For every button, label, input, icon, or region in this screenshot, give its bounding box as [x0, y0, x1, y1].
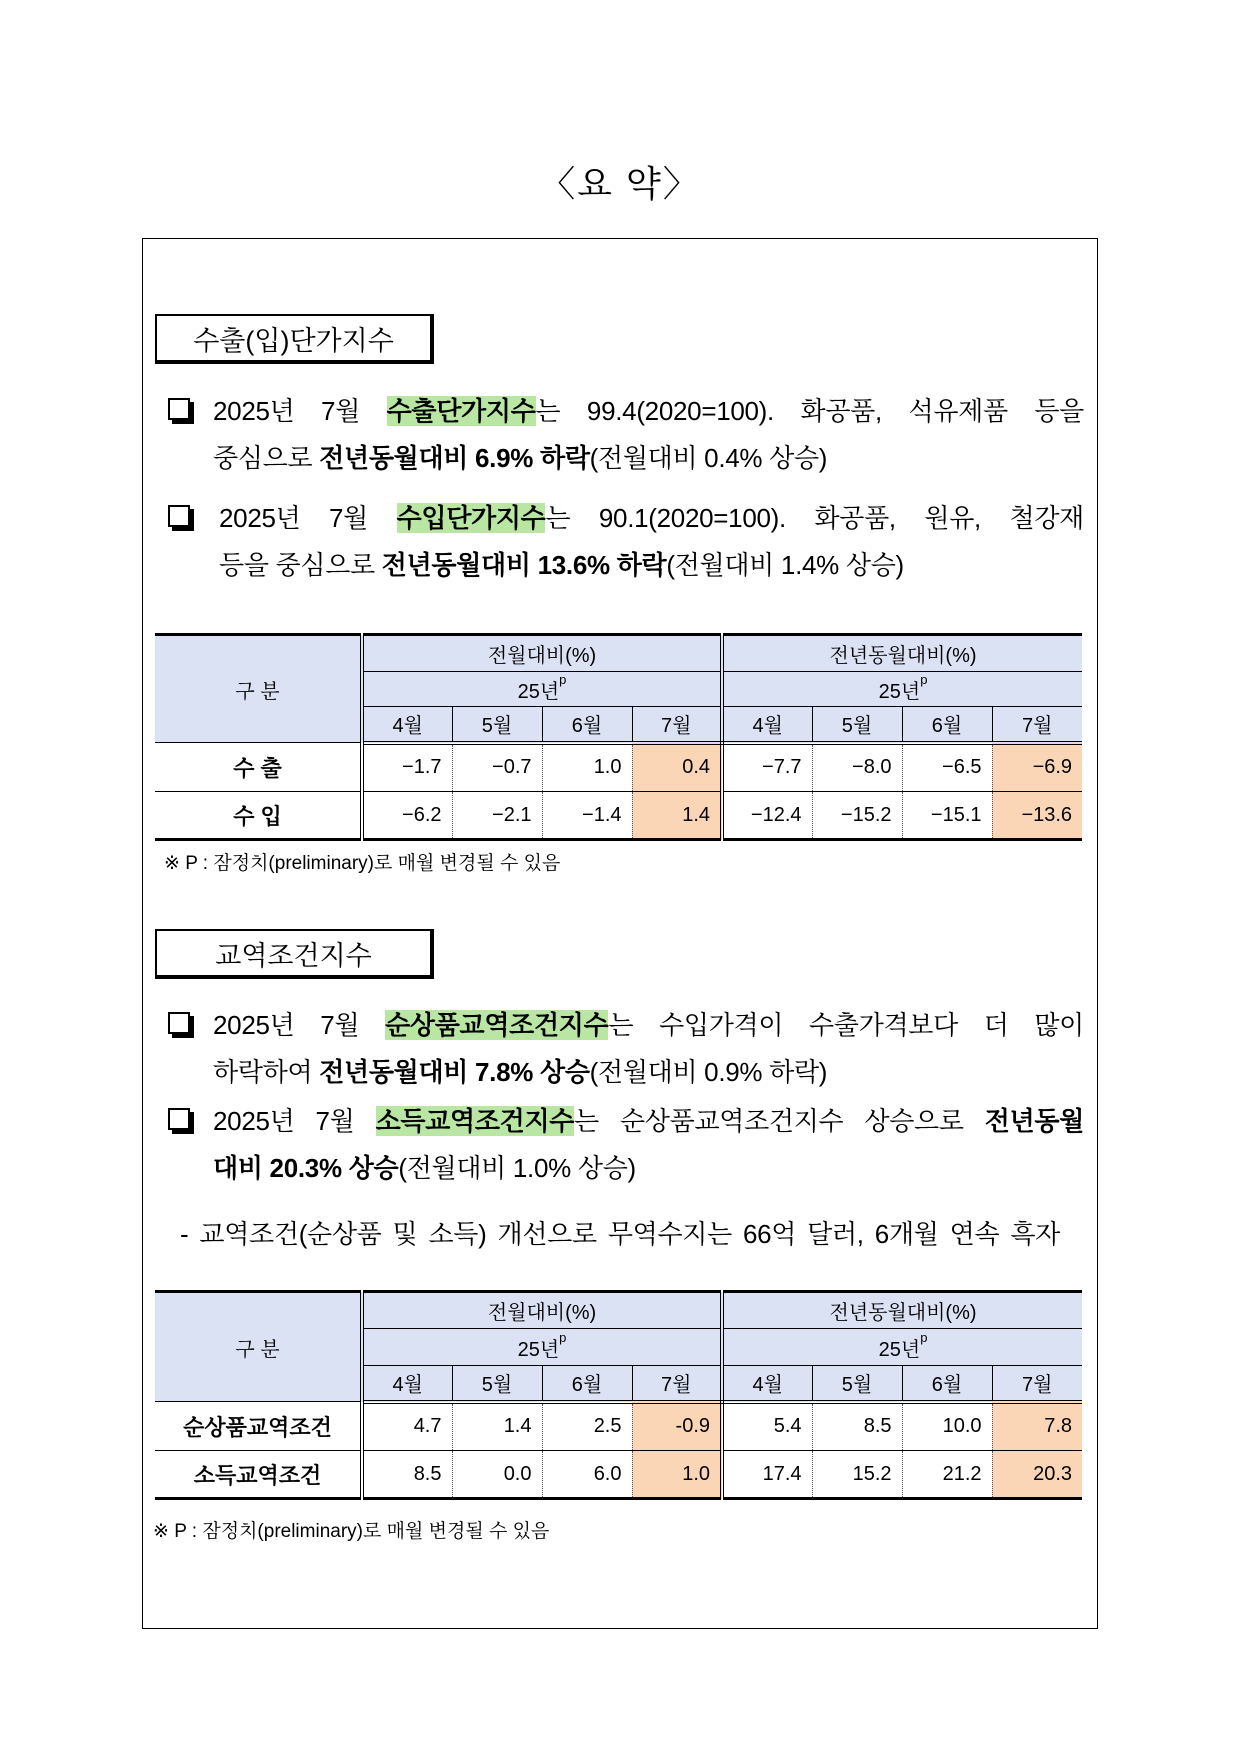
table-cell: −6.9: [992, 743, 1082, 792]
table-cell: 0.4: [632, 743, 722, 792]
month-header: 5월: [812, 707, 902, 743]
period-header: [362, 672, 722, 707]
table-cell: 1.0: [542, 743, 632, 792]
month-header: 4월: [362, 1366, 452, 1402]
month-header: 6월: [902, 1366, 992, 1402]
table-cell: 5.4: [722, 1402, 812, 1451]
section-heading-label: 교역조건지수: [215, 940, 372, 971]
price-index-table: [155, 633, 1082, 841]
bullet-text: 2025년 7월: [213, 1106, 376, 1136]
table-cell: 1.4: [632, 792, 722, 840]
table-cell: −12.4: [722, 792, 812, 840]
detail-note: [180, 1211, 1060, 1258]
bullet-line: [219, 495, 1084, 542]
table-cell: 21.2: [902, 1451, 992, 1499]
month-header: 5월: [812, 1366, 902, 1402]
month-header: 7월: [992, 1366, 1082, 1402]
bullet-bold-text: 전년동월대비 6.9% 하락: [319, 443, 590, 473]
table-cell: 17.4: [722, 1451, 812, 1499]
bullet-text: 는 순상품교역조건지수 상승으로: [574, 1106, 985, 1136]
bullet-line: [219, 542, 1084, 589]
table-cell: −1.7: [362, 743, 452, 792]
period-header: [722, 672, 1082, 707]
table-cell: −15.2: [812, 792, 902, 840]
bullet-text: 2025년 7월: [213, 1010, 386, 1040]
period-superscript: p: [559, 671, 567, 687]
row-label: 수 입: [155, 792, 362, 840]
table-cell: 8.5: [362, 1451, 452, 1499]
page-title: 〈요 약〉: [539, 163, 701, 204]
month-header: 4월: [722, 707, 812, 743]
bullet-text: 2025년 7월: [213, 396, 387, 426]
table-cell: 2.5: [542, 1402, 632, 1451]
section-heading-terms-of-trade: [155, 929, 434, 979]
period-label: 25년: [517, 1338, 560, 1361]
bullet-net-barter-terms: [213, 1002, 1084, 1096]
table-cell: 8.5: [812, 1402, 902, 1451]
bullet-import-price: [219, 495, 1084, 589]
bullet-text: 는 99.4(2020=100). 화공품, 석유제품 등을: [535, 396, 1084, 426]
table-cell: 1.0: [632, 1451, 722, 1499]
table-row: [155, 1451, 1082, 1499]
bullet-text: (전월대비 1.0% 상승): [398, 1153, 636, 1183]
table-corner-header: 구 분: [155, 1292, 362, 1402]
table-footnote: ※ P : 잠정치(preliminary)로 매월 변경될 수 있음: [153, 1521, 550, 1542]
bullet-text: (전월대비 0.9% 하락): [589, 1057, 828, 1087]
keyword-highlight: 수출단가지수: [386, 396, 536, 426]
month-header: 4월: [722, 1366, 812, 1402]
bullet-line: [213, 1002, 1084, 1049]
keyword-highlight: 순상품교역조건지수: [385, 1010, 609, 1040]
row-label: 소득교역조건: [155, 1451, 362, 1499]
month-header: 6월: [902, 707, 992, 743]
bullet-text: 는 수입가격이 수출가격보다 더 많이: [608, 1010, 1085, 1040]
table-footnote: ※ P : 잠정치(preliminary)로 매월 변경될 수 있음: [164, 853, 561, 874]
period-header: [362, 1329, 722, 1366]
period-label: 25년: [517, 680, 560, 703]
bullet-income-terms: [213, 1098, 1084, 1192]
period-superscript: p: [920, 1329, 928, 1345]
group-header-yoy: 전년동월대비(%): [722, 1292, 1082, 1329]
bullet-text: 2025년 7월: [219, 503, 397, 533]
period-label: 25년: [878, 680, 921, 703]
table-cell: 15.2: [812, 1451, 902, 1499]
table-cell: 7.8: [992, 1402, 1082, 1451]
bullet-text: 중심으로: [213, 443, 320, 473]
table-cell: -0.9: [632, 1402, 722, 1451]
group-header-yoy: 전년동월대비(%): [722, 635, 1082, 672]
table-cell: −1.4: [542, 792, 632, 840]
period-label: 25년: [878, 1338, 921, 1361]
shadowed-square-checkbox-icon: [168, 1108, 190, 1130]
table-cell: −15.1: [902, 792, 992, 840]
table-cell: −6.2: [362, 792, 452, 840]
table-header-row: [155, 635, 1082, 672]
table-cell: −6.5: [902, 743, 992, 792]
period-header: [722, 1329, 1082, 1366]
bullet-export-price: [213, 388, 1084, 482]
month-header: 5월: [452, 1366, 542, 1402]
bullet-bold-text: 전년동월대비 13.6% 하락: [381, 550, 667, 580]
table-cell: −0.7: [452, 743, 542, 792]
bullet-bold-text: 대비 20.3% 상승: [213, 1153, 399, 1183]
row-label: 순상품교역조건: [155, 1402, 362, 1451]
period-superscript: p: [559, 1329, 567, 1345]
bullet-text: 하락하여: [213, 1057, 320, 1087]
terms-of-trade-table: [155, 1290, 1082, 1500]
month-header: 4월: [362, 707, 452, 743]
table-row: [155, 792, 1082, 840]
bullet-text: (전월대비 1.4% 상승): [666, 550, 904, 580]
bullet-line: [213, 1145, 1084, 1192]
bullet-bold-text: 전년동월대비 7.8% 상승: [319, 1057, 590, 1087]
keyword-highlight: 수입단가지수: [396, 503, 546, 533]
table-corner-header: 구 분: [155, 635, 362, 743]
table-cell: 6.0: [542, 1451, 632, 1499]
bullet-text: 등을 중심으로: [219, 550, 382, 580]
month-header: 7월: [632, 707, 722, 743]
shadowed-square-checkbox-icon: [168, 1012, 190, 1034]
table-row: [155, 1402, 1082, 1451]
table-row: [155, 743, 1082, 792]
bullet-line: [213, 435, 1084, 482]
bullet-text: (전월대비 0.4% 상승): [589, 443, 828, 473]
table-cell: 1.4: [452, 1402, 542, 1451]
month-header: 5월: [452, 707, 542, 743]
table-header-row: [155, 1292, 1082, 1329]
period-superscript: p: [920, 671, 928, 687]
group-header-mom: 전월대비(%): [362, 635, 722, 672]
month-header: 7월: [992, 707, 1082, 743]
table-cell: −8.0: [812, 743, 902, 792]
table-cell: 0.0: [452, 1451, 542, 1499]
table-cell: −7.7: [722, 743, 812, 792]
detail-line: - 교역조건(순상품 및 소득) 개선으로 무역수지는 66억 달러, 6개월 연속 흑자: [180, 1219, 1060, 1249]
keyword-highlight: 소득교역조건지수: [375, 1106, 575, 1136]
table-cell: 4.7: [362, 1402, 452, 1451]
table-cell: 10.0: [902, 1402, 992, 1451]
table-cell: −2.1: [452, 792, 542, 840]
bullet-line: [213, 388, 1084, 435]
shadowed-square-checkbox-icon: [168, 398, 190, 420]
bullet-text: 는 90.1(2020=100). 화공품, 원유, 철강재: [545, 503, 1085, 533]
month-header: 7월: [632, 1366, 722, 1402]
month-header: 6월: [542, 1366, 632, 1402]
shadowed-square-checkbox-icon: [168, 505, 190, 527]
row-label: 수 출: [155, 743, 362, 792]
month-header: 6월: [542, 707, 632, 743]
bullet-line: [213, 1098, 1084, 1145]
group-header-mom: 전월대비(%): [362, 1292, 722, 1329]
bullet-line: [213, 1049, 1084, 1096]
bullet-bold-text: 전년동월: [984, 1106, 1085, 1136]
table-cell: −13.6: [992, 792, 1082, 840]
section-heading-price-index: [155, 314, 434, 364]
section-heading-label: 수출(입)단가지수: [193, 325, 394, 356]
table-cell: 20.3: [992, 1451, 1082, 1499]
